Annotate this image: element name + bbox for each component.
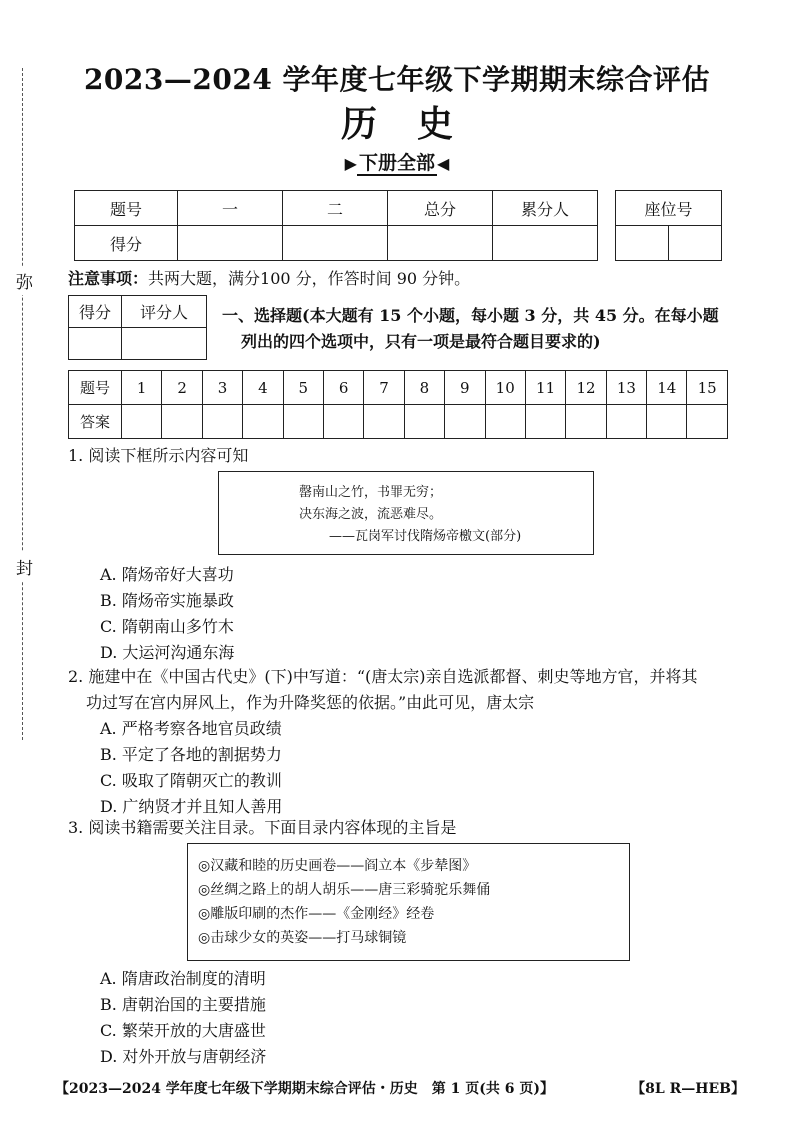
seat-table <box>615 190 722 261</box>
quote-line: 决东海之波，流恶难尽。 <box>299 507 443 522</box>
footer-info: 【2023—2024 学年度七年级下学期期末综合评估・历史 第 1 页(共 6 页)】 <box>55 1081 555 1097</box>
answer-number-15: 15 <box>687 371 727 405</box>
answer-table <box>68 370 728 439</box>
grader-name-cell[interactable] <box>122 328 207 360</box>
score-col-tallier: 累分人 <box>493 191 598 226</box>
score-cell[interactable] <box>493 226 598 261</box>
seat-cell[interactable] <box>669 226 722 261</box>
answer-cell-3[interactable] <box>202 405 242 439</box>
answer-number-4: 4 <box>243 371 283 405</box>
answer-number-10: 10 <box>485 371 525 405</box>
answer-cell-14[interactable] <box>647 405 687 439</box>
score-table <box>74 190 598 261</box>
score-cell[interactable] <box>388 226 493 261</box>
score-table-score-label: 得分 <box>75 226 178 261</box>
question-2-stem-line2: 功过写在宫内屏风上，作为升降奖惩的依据。”由此可见，唐太宗 <box>86 693 535 712</box>
seal-char-mi: 弥 <box>16 266 33 295</box>
answer-number-2: 2 <box>162 371 202 405</box>
triangle-right-icon: ▶ <box>344 154 357 173</box>
question-1-stem: 1. 阅读下框所示内容可知 <box>68 446 249 465</box>
score-cell[interactable] <box>283 226 388 261</box>
seal-char-feng: 封 <box>16 552 33 581</box>
section-heading-line1: 一、选择题(本大题有 15 个小题，每小题 3 分，共 45 分。在每小题 <box>222 306 719 325</box>
section-heading <box>222 303 732 355</box>
triangle-left-icon: ◀ <box>437 154 450 173</box>
option-d[interactable]: D. 大运河沟通东海 <box>100 643 235 662</box>
notice-label: 注意事项： <box>68 269 149 288</box>
scope-label <box>0 148 794 175</box>
grader-score-cell[interactable] <box>69 328 122 360</box>
answer-number-5: 5 <box>283 371 323 405</box>
score-col-total: 总分 <box>388 191 493 226</box>
seat-cell[interactable] <box>616 226 669 261</box>
footer-code: 【8L R—HEB】 <box>631 1081 745 1097</box>
answer-number-13: 13 <box>606 371 646 405</box>
grader-table <box>68 295 207 360</box>
answer-cell-2[interactable] <box>162 405 202 439</box>
answer-cell-8[interactable] <box>404 405 444 439</box>
answer-cell-12[interactable] <box>566 405 606 439</box>
score-table-header-label: 题号 <box>75 191 178 226</box>
quote-line: 罄南山之竹，书罪无穷； <box>299 485 443 500</box>
question-1-options <box>68 562 234 666</box>
answer-cell-11[interactable] <box>525 405 565 439</box>
option-c[interactable]: C. 吸取了隋朝灭亡的教训 <box>100 771 282 790</box>
question-3-toc-box <box>187 843 630 961</box>
grader-label: 评分人 <box>122 296 207 328</box>
answer-cell-5[interactable] <box>283 405 323 439</box>
toc-item: ◎丝绸之路上的胡人胡乐——唐三彩骑驼乐舞俑 <box>198 882 491 898</box>
question-2 <box>68 664 758 820</box>
page-footer <box>55 1078 745 1098</box>
quote-source: ——瓦岗军讨伐隋炀帝檄文(部分) <box>329 529 522 544</box>
toc-item: ◎击球少女的英姿——打马球铜镜 <box>198 930 407 946</box>
score-cell[interactable] <box>178 226 283 261</box>
section-heading-line2: 列出的四个选项中，只有一项是最符合题目要求的) <box>241 332 601 351</box>
option-c[interactable]: C. 隋朝南山多竹木 <box>100 617 234 636</box>
score-col-2: 二 <box>283 191 388 226</box>
answer-number-1: 1 <box>122 371 162 405</box>
answer-cell-15[interactable] <box>687 405 727 439</box>
exam-title: 2023—2024 学年度七年级下学期期末综合评估 <box>83 63 711 96</box>
answer-table-answer-label: 答案 <box>69 405 122 439</box>
answer-number-6: 6 <box>323 371 363 405</box>
notice-text: 共两大题，满分100 分，作答时间 90 分钟。 <box>148 269 471 288</box>
scope-text: 下册全部 <box>358 152 435 174</box>
question-1-quote-box <box>218 471 594 555</box>
answer-number-3: 3 <box>202 371 242 405</box>
answer-table-number-label: 题号 <box>69 371 122 405</box>
answer-number-14: 14 <box>647 371 687 405</box>
answer-cell-9[interactable] <box>445 405 485 439</box>
grader-score-label: 得分 <box>69 296 122 328</box>
seat-label: 座位号 <box>616 191 722 226</box>
option-a[interactable]: A. 隋炀帝好大喜功 <box>100 565 234 584</box>
toc-item: ◎雕版印刷的杰作——《金刚经》经卷 <box>198 906 435 922</box>
option-b[interactable]: B. 隋炀帝实施暴政 <box>100 591 234 610</box>
answer-cell-10[interactable] <box>485 405 525 439</box>
question-2-stem-line1: 2. 施建中在《中国古代史》(下)中写道：“(唐太宗)亲自选派都督、刺史等地方官，并将其 <box>68 667 698 686</box>
toc-item: ◎汉藏和睦的历史画卷——阎立本《步辇图》 <box>198 858 477 874</box>
answer-number-8: 8 <box>404 371 444 405</box>
answer-cell-7[interactable] <box>364 405 404 439</box>
answer-cell-4[interactable] <box>243 405 283 439</box>
score-col-1: 一 <box>178 191 283 226</box>
answer-number-12: 12 <box>566 371 606 405</box>
answer-cell-6[interactable] <box>323 405 363 439</box>
question-3-options <box>68 966 266 1070</box>
subject-title: 历史 <box>340 103 493 145</box>
option-d[interactable]: D. 对外开放与唐朝经济 <box>100 1047 267 1066</box>
option-d[interactable]: D. 广纳贤才并且知人善用 <box>100 797 283 816</box>
option-b[interactable]: B. 唐朝治国的主要措施 <box>100 995 266 1014</box>
answer-number-11: 11 <box>525 371 565 405</box>
option-b[interactable]: B. 平定了各地的割据势力 <box>100 745 282 764</box>
option-a[interactable]: A. 严格考察各地官员政绩 <box>100 719 282 738</box>
answer-cell-1[interactable] <box>122 405 162 439</box>
answer-cell-13[interactable] <box>606 405 646 439</box>
notice <box>68 266 470 289</box>
question-3-stem: 3. 阅读书籍需要关注目录。下面目录内容体现的主旨是 <box>68 818 457 837</box>
option-a[interactable]: A. 隋唐政治制度的清明 <box>100 969 266 988</box>
option-c[interactable]: C. 繁荣开放的大唐盛世 <box>100 1021 266 1040</box>
answer-number-9: 9 <box>445 371 485 405</box>
answer-number-7: 7 <box>364 371 404 405</box>
